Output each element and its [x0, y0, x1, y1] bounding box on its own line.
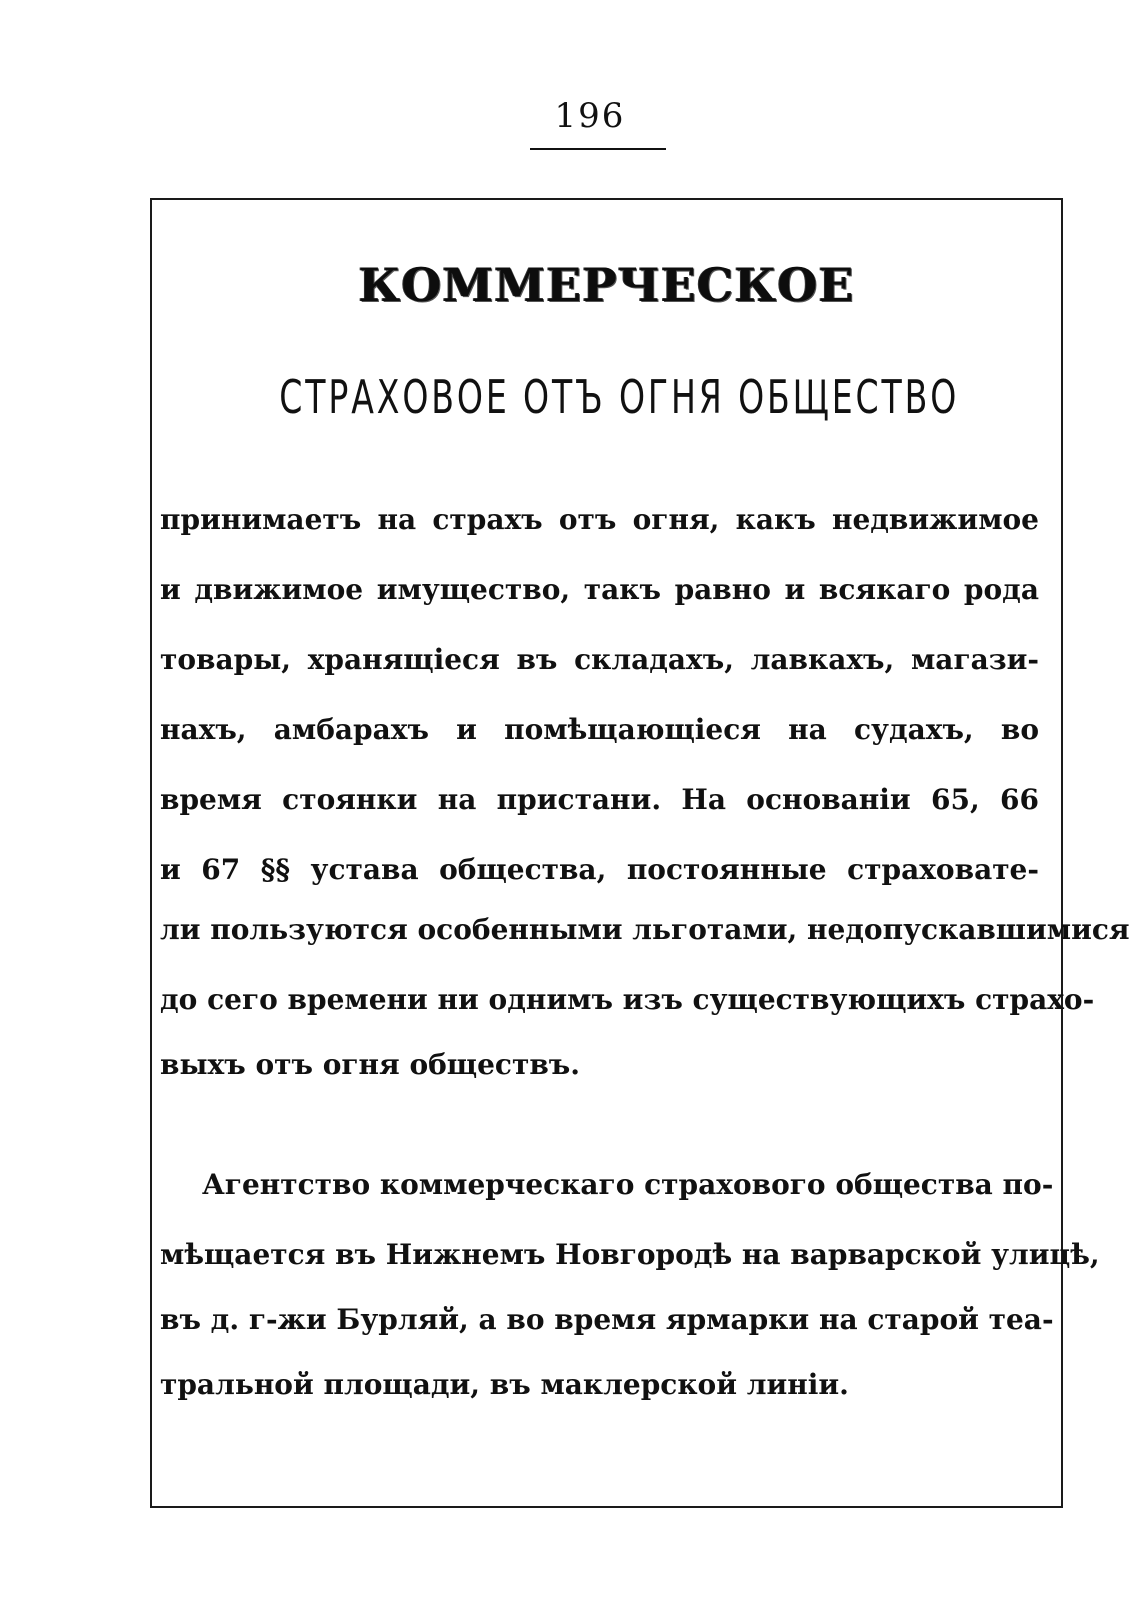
text-line: время стоянки на пристани. На основаніи 65, 66 [160, 783, 1039, 816]
text-line: и 67 §§ устава общества, постоянные страховате- [160, 853, 1039, 886]
text-line: и движимое имущество, такъ равно и всякаго рода [160, 573, 1039, 606]
text-line: принимаетъ на страхъ отъ огня, какъ недвижимое [160, 503, 1039, 536]
page-number-rule [530, 148, 666, 150]
text-line: товары, хранящіеся въ складахъ, лавкахъ, магази- [160, 643, 1039, 676]
text-line: мѣщается въ Нижнемъ Новгородѣ на варварской улицѣ, [160, 1238, 1100, 1271]
page-number: 196 [554, 96, 626, 136]
text-line: ли пользуются особенными льготами, недопускавшимися [160, 913, 1130, 946]
text-line: въ д. г-жи Бурляй, а во время ярмарки на старой теа- [160, 1303, 1054, 1336]
text-line: Агентство коммерческаго страхового общества по- [202, 1168, 1054, 1201]
advert-title: КОММЕРЧЕСКОЕ [358, 258, 855, 312]
advert-subtitle: СТРАХОВОЕ ОТЪ ОГНЯ ОБЩЕСТВО [279, 370, 960, 424]
advertisement-frame [150, 198, 1130, 1508]
text-line: нахъ, амбарахъ и помѣщающіеся на судахъ, во [160, 713, 1039, 746]
text-line: тральной площади, въ маклерской линіи. [160, 1368, 849, 1401]
text-line: до сего времени ни однимъ изъ существующихъ страхо- [160, 983, 1095, 1016]
text-line: выхъ отъ огня обществъ. [160, 1048, 580, 1081]
